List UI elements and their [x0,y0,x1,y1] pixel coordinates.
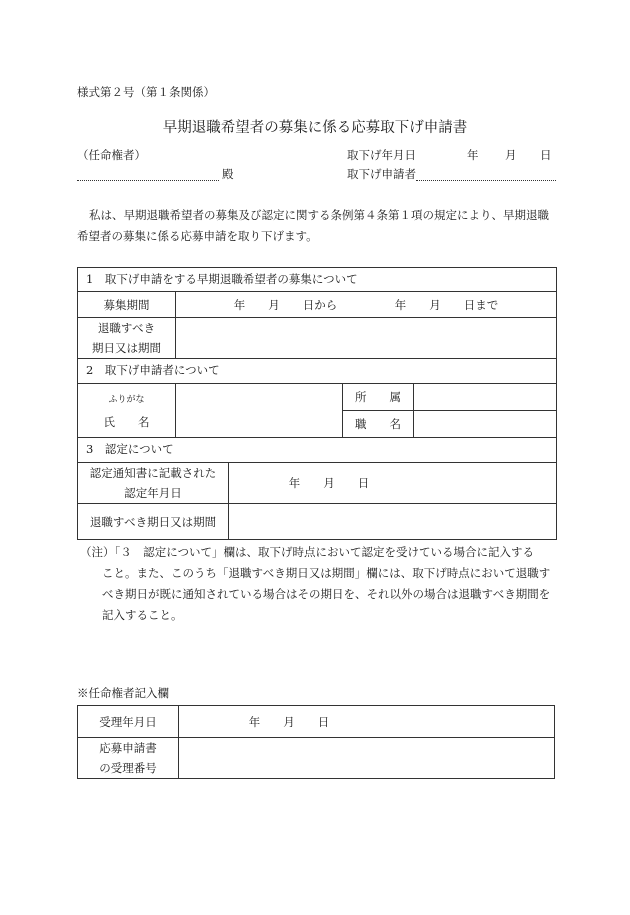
authority-section-label: ※任命権者記入欄 [77,686,169,700]
appointing-authority-field[interactable] [77,180,219,181]
affiliation-field[interactable] [414,384,556,410]
form-number: 様式第２号（第１条関係） [77,85,215,99]
applicant-field[interactable] [416,180,556,181]
affiliation-label: 所 属 [355,390,401,404]
position-label: 職 名 [355,417,401,431]
name-label: 氏 名 [103,414,150,429]
authority-table [77,705,555,779]
note-continuation: こと。また、このうち「退職すべき期日又は期間」欄には、取下げ時点において退職すべき期日が既に通知されている場合はその期日を、それ以外の場合は退職すべき期間を記入すること。 [102,566,551,622]
note-line1: （注）「３ 認定について」欄は、取下げ時点において認定を受けている場合に記入する [80,545,535,559]
received-date-field[interactable]: 年 月 日 [248,714,330,729]
withdrawal-year-unit: 年 [467,148,479,162]
furigana-label: ふりがな [108,394,145,405]
withdrawal-date-label: 取下げ年月日 [347,148,416,162]
receipt-number-label [78,738,178,778]
withdrawal-table [77,267,557,540]
receipt-number-label-line2: の受理番号 [99,761,157,775]
section1-heading: 1 取下げ申請をする早期退職希望者の募集について [86,272,358,286]
section2-heading: 2 取下げ申請者について [86,363,220,377]
name-field[interactable] [176,384,342,437]
retirement-date-label-line1: 退職すべき [97,321,156,335]
receipt-number-label-line1: 応募申請書 [99,741,157,755]
recruitment-period-label: 募集期間 [103,297,150,312]
position-field[interactable] [414,411,556,437]
withdrawal-day-unit: 日 [540,148,552,162]
retirement-date-field[interactable] [176,318,556,358]
appointing-authority-label: （任命権者） [77,148,146,162]
receipt-number-field[interactable] [179,738,554,778]
certification-date-label-line1: 認定通知書に記載された [89,466,217,480]
retirement-period-field[interactable] [229,504,556,540]
document-title: 早期退職希望者の募集に係る応募取下げ申請書 [162,120,468,136]
certification-date-label-line2: 認定年月日 [124,486,182,500]
honorific: 殿 [222,167,234,181]
retirement-period-label: 退職すべき期日又は期間 [89,515,217,529]
recruitment-period-field[interactable]: 年 月 日から 年 月 日まで [233,297,499,312]
received-date-label: 受理年月日 [99,714,157,729]
withdrawal-month-unit: 月 [505,148,517,162]
certification-date-label [78,463,228,503]
body-paragraph: 私は、早期退職希望者の募集及び認定に関する条例第４条第１項の規定により、早期退職希望者の募集に係る応募申請を取り下げます。 [77,208,549,243]
note [80,542,560,626]
section3-heading: 3 認定について [86,442,174,456]
certification-date-field[interactable]: 年 月 日 [288,476,370,490]
retirement-date-label-line2: 期日又は期間 [92,341,161,355]
name-label-cell [78,384,175,437]
retirement-date-label [78,318,175,358]
applicant-label: 取下げ申請者 [347,167,416,181]
